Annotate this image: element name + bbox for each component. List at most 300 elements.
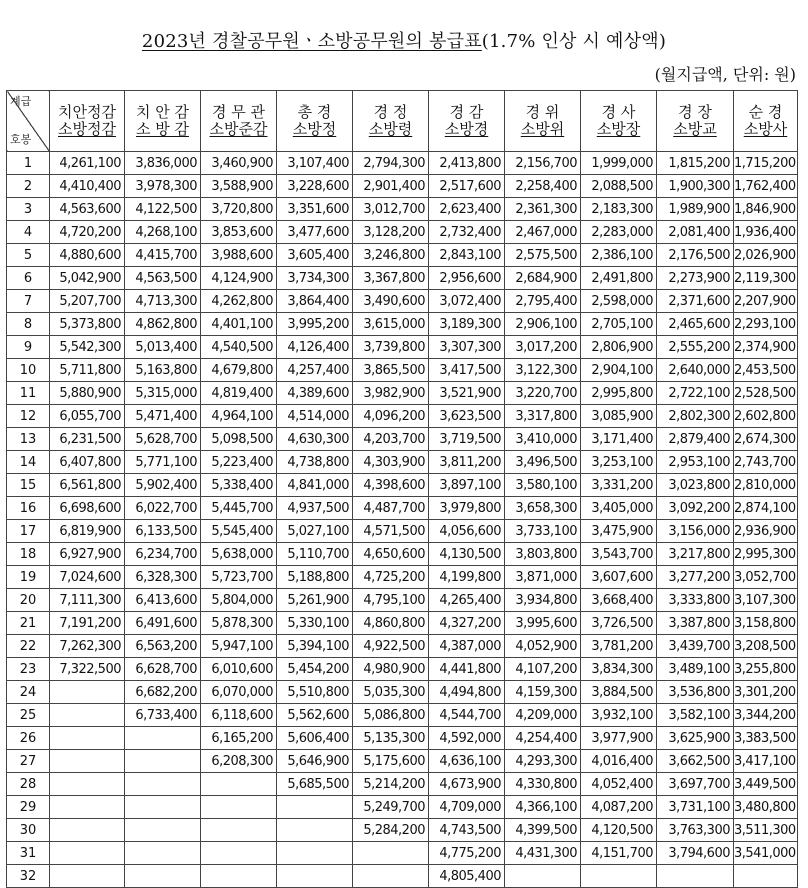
header-row — [7, 91, 798, 152]
salary-cell: 7,262,300 — [50, 635, 125, 658]
step-cell: 31 — [7, 842, 50, 865]
salary-cell: 3,720,800 — [201, 198, 277, 221]
step-cell: 14 — [7, 451, 50, 474]
salary-cell: 2,879,400 — [657, 428, 734, 451]
column-rank-fire: 소방교 — [673, 120, 717, 138]
salary-cell: 4,096,200 — [353, 405, 429, 428]
table-row — [7, 566, 798, 589]
salary-cell: 2,293,100 — [734, 313, 798, 336]
salary-cell: 6,733,400 — [125, 704, 201, 727]
salary-cell: 4,087,200 — [581, 796, 657, 819]
salary-cell: 5,606,400 — [277, 727, 353, 750]
salary-cell: 5,373,800 — [50, 313, 125, 336]
salary-cell: 5,163,800 — [125, 359, 201, 382]
salary-cell: 4,016,400 — [581, 750, 657, 773]
salary-cell — [125, 865, 201, 888]
salary-cell: 1,762,400 — [734, 175, 798, 198]
salary-cell: 3,734,300 — [277, 267, 353, 290]
salary-cell: 3,803,800 — [505, 543, 581, 566]
column-rank-police: 경 위 — [525, 103, 560, 121]
salary-cell: 4,636,100 — [429, 750, 505, 773]
salary-cell: 1,815,200 — [657, 152, 734, 175]
salary-cell: 6,628,700 — [125, 658, 201, 681]
step-cell: 32 — [7, 865, 50, 888]
salary-cell: 1,715,200 — [734, 152, 798, 175]
step-cell: 25 — [7, 704, 50, 727]
salary-cell: 6,413,600 — [125, 589, 201, 612]
step-cell: 1 — [7, 152, 50, 175]
salary-cell — [201, 842, 277, 865]
salary-cell: 3,417,500 — [429, 359, 505, 382]
salary-cell: 3,307,300 — [429, 336, 505, 359]
step-cell: 12 — [7, 405, 50, 428]
column-rank-police: 경 사 — [601, 103, 636, 121]
salary-cell: 3,107,400 — [277, 152, 353, 175]
step-cell: 7 — [7, 290, 50, 313]
salary-cell: 3,836,000 — [125, 152, 201, 175]
salary-cell: 4,124,900 — [201, 267, 277, 290]
salary-cell: 4,795,100 — [353, 589, 429, 612]
salary-cell: 3,521,900 — [429, 382, 505, 405]
salary-cell: 3,543,700 — [581, 543, 657, 566]
salary-cell: 5,711,800 — [50, 359, 125, 382]
salary-cell — [50, 704, 125, 727]
table-row — [7, 428, 798, 451]
salary-cell: 4,410,400 — [50, 175, 125, 198]
salary-cell: 6,055,700 — [50, 405, 125, 428]
salary-cell: 5,261,900 — [277, 589, 353, 612]
salary-cell: 3,477,600 — [277, 221, 353, 244]
table-row — [7, 750, 798, 773]
column-header — [50, 91, 125, 152]
salary-cell: 4,980,900 — [353, 658, 429, 681]
salary-cell: 4,775,200 — [429, 842, 505, 865]
column-rank-fire: 소방정감 — [58, 120, 116, 138]
step-cell: 17 — [7, 520, 50, 543]
column-rank-police: 치 안 감 — [135, 103, 189, 121]
column-header — [125, 91, 201, 152]
salary-cell — [201, 865, 277, 888]
salary-cell: 3,220,700 — [505, 382, 581, 405]
salary-cell: 2,806,900 — [581, 336, 657, 359]
salary-cell: 3,865,500 — [353, 359, 429, 382]
salary-cell: 5,628,700 — [125, 428, 201, 451]
salary-cell: 4,725,200 — [353, 566, 429, 589]
table-row — [7, 589, 798, 612]
salary-cell — [125, 842, 201, 865]
salary-cell: 5,315,000 — [125, 382, 201, 405]
column-header — [353, 91, 429, 152]
salary-cell: 3,719,500 — [429, 428, 505, 451]
salary-cell: 2,722,100 — [657, 382, 734, 405]
salary-cell: 4,937,500 — [277, 497, 353, 520]
step-cell: 21 — [7, 612, 50, 635]
salary-cell: 4,107,200 — [505, 658, 581, 681]
table-row — [7, 497, 798, 520]
salary-cell: 4,366,100 — [505, 796, 581, 819]
salary-cell: 3,496,500 — [505, 451, 581, 474]
column-rank-police: 경 감 — [449, 103, 484, 121]
salary-cell: 2,732,400 — [429, 221, 505, 244]
salary-cell: 4,330,800 — [505, 773, 581, 796]
salary-cell: 2,794,300 — [353, 152, 429, 175]
salary-cell: 2,371,600 — [657, 290, 734, 313]
salary-cell: 3,122,300 — [505, 359, 581, 382]
salary-cell: 5,638,000 — [201, 543, 277, 566]
salary-cell: 3,208,500 — [734, 635, 798, 658]
salary-cell: 4,415,700 — [125, 244, 201, 267]
salary-cell: 4,130,500 — [429, 543, 505, 566]
salary-cell: 2,901,400 — [353, 175, 429, 198]
table-row — [7, 175, 798, 198]
salary-cell: 3,405,000 — [581, 497, 657, 520]
table-row — [7, 198, 798, 221]
salary-cell: 3,383,500 — [734, 727, 798, 750]
table-row — [7, 773, 798, 796]
column-rank-police: 치안정감 — [58, 103, 116, 121]
salary-cell: 3,662,500 — [657, 750, 734, 773]
salary-cell: 5,098,500 — [201, 428, 277, 451]
salary-cell: 7,191,200 — [50, 612, 125, 635]
column-header — [429, 91, 505, 152]
table-row — [7, 336, 798, 359]
salary-cell: 6,133,500 — [125, 520, 201, 543]
step-cell: 27 — [7, 750, 50, 773]
salary-cell: 4,841,000 — [277, 474, 353, 497]
salary-cell: 5,338,400 — [201, 474, 277, 497]
salary-cell: 3,864,400 — [277, 290, 353, 313]
salary-cell: 2,026,900 — [734, 244, 798, 267]
salary-cell: 5,902,400 — [125, 474, 201, 497]
salary-cell: 3,988,600 — [201, 244, 277, 267]
salary-cell: 3,333,800 — [657, 589, 734, 612]
salary-cell: 2,575,500 — [505, 244, 581, 267]
table-row — [7, 244, 798, 267]
salary-cell: 4,441,800 — [429, 658, 505, 681]
salary-cell: 6,208,300 — [201, 750, 277, 773]
salary-cell: 5,771,100 — [125, 451, 201, 474]
table-row — [7, 405, 798, 428]
column-header — [734, 91, 798, 152]
salary-cell: 3,255,800 — [734, 658, 798, 681]
step-cell: 24 — [7, 681, 50, 704]
salary-cell — [50, 819, 125, 842]
salary-cell: 3,834,300 — [581, 658, 657, 681]
salary-cell: 5,135,300 — [353, 727, 429, 750]
salary-cell — [50, 773, 125, 796]
salary-cell: 5,723,700 — [201, 566, 277, 589]
salary-cell: 3,978,300 — [125, 175, 201, 198]
salary-cell: 2,795,400 — [505, 290, 581, 313]
step-cell: 20 — [7, 589, 50, 612]
step-cell: 9 — [7, 336, 50, 359]
column-rank-fire: 소방위 — [520, 120, 565, 138]
salary-cell: 6,165,200 — [201, 727, 277, 750]
salary-cell: 3,480,800 — [734, 796, 798, 819]
salary-cell: 5,646,900 — [277, 750, 353, 773]
salary-cell: 2,802,300 — [657, 405, 734, 428]
salary-cell: 4,254,400 — [505, 727, 581, 750]
salary-cell: 3,794,600 — [657, 842, 734, 865]
salary-cell: 3,934,800 — [505, 589, 581, 612]
salary-cell: 5,394,100 — [277, 635, 353, 658]
table-row — [7, 635, 798, 658]
salary-cell: 4,563,500 — [125, 267, 201, 290]
salary-cell: 6,682,200 — [125, 681, 201, 704]
salary-cell — [50, 865, 125, 888]
salary-cell: 3,977,900 — [581, 727, 657, 750]
salary-cell: 4,159,300 — [505, 681, 581, 704]
salary-cell: 3,189,300 — [429, 313, 505, 336]
salary-cell: 4,303,900 — [353, 451, 429, 474]
table-row — [7, 520, 798, 543]
step-cell: 2 — [7, 175, 50, 198]
step-cell: 6 — [7, 267, 50, 290]
step-cell: 8 — [7, 313, 50, 336]
salary-cell — [353, 865, 429, 888]
salary-cell — [125, 727, 201, 750]
salary-cell: 5,249,700 — [353, 796, 429, 819]
salary-cell: 3,733,100 — [505, 520, 581, 543]
salary-cell: 3,490,600 — [353, 290, 429, 313]
salary-cell: 3,085,900 — [581, 405, 657, 428]
salary-cell: 4,401,100 — [201, 313, 277, 336]
column-rank-fire: 소방준감 — [209, 120, 268, 138]
salary-cell: 1,999,000 — [581, 152, 657, 175]
salary-cell: 3,107,300 — [734, 589, 798, 612]
step-cell: 5 — [7, 244, 50, 267]
salary-cell: 4,679,800 — [201, 359, 277, 382]
step-cell: 28 — [7, 773, 50, 796]
salary-cell: 2,602,800 — [734, 405, 798, 428]
salary-cell: 3,228,600 — [277, 175, 353, 198]
salary-cell: 5,542,300 — [50, 336, 125, 359]
column-rank-fire: 소 방 감 — [135, 120, 189, 138]
column-rank-fire: 소방사 — [743, 120, 788, 138]
salary-cell: 4,262,800 — [201, 290, 277, 313]
salary-cell — [277, 819, 353, 842]
column-rank-police: 총 경 — [297, 103, 332, 121]
table-row — [7, 382, 798, 405]
salary-cell — [50, 727, 125, 750]
salary-cell: 3,217,800 — [657, 543, 734, 566]
salary-cell: 6,010,600 — [201, 658, 277, 681]
salary-cell: 4,431,300 — [505, 842, 581, 865]
salary-cell: 3,439,700 — [657, 635, 734, 658]
salary-cell: 3,417,100 — [734, 750, 798, 773]
column-header — [201, 91, 277, 152]
salary-cell: 2,598,000 — [581, 290, 657, 313]
salary-cell: 6,328,300 — [125, 566, 201, 589]
salary-cell: 7,322,500 — [50, 658, 125, 681]
salary-cell: 6,407,800 — [50, 451, 125, 474]
salary-cell: 2,810,000 — [734, 474, 798, 497]
salary-cell: 2,258,400 — [505, 175, 581, 198]
salary-cell: 5,878,300 — [201, 612, 277, 635]
salary-cell: 2,684,900 — [505, 267, 581, 290]
salary-cell — [50, 796, 125, 819]
table-row — [7, 727, 798, 750]
salary-cell: 3,731,100 — [657, 796, 734, 819]
table-row — [7, 152, 798, 175]
salary-cell: 2,374,900 — [734, 336, 798, 359]
salary-cell: 5,330,100 — [277, 612, 353, 635]
salary-cell: 2,555,200 — [657, 336, 734, 359]
salary-cell: 5,510,800 — [277, 681, 353, 704]
salary-cell: 5,562,600 — [277, 704, 353, 727]
salary-cell: 4,056,600 — [429, 520, 505, 543]
salary-cell: 4,738,800 — [277, 451, 353, 474]
salary-cell: 2,995,800 — [581, 382, 657, 405]
salary-cell: 3,387,800 — [657, 612, 734, 635]
salary-cell: 2,119,300 — [734, 267, 798, 290]
salary-cell: 5,027,100 — [277, 520, 353, 543]
salary-cell: 4,122,500 — [125, 198, 201, 221]
salary-cell: 4,862,800 — [125, 313, 201, 336]
title-rate: (1.7% 인상 시 예상액) — [481, 31, 667, 52]
salary-cell — [353, 842, 429, 865]
salary-cell: 4,387,000 — [429, 635, 505, 658]
salary-cell: 3,344,200 — [734, 704, 798, 727]
salary-cell — [277, 842, 353, 865]
salary-cell — [50, 681, 125, 704]
salary-cell: 6,927,900 — [50, 543, 125, 566]
salary-cell: 6,819,900 — [50, 520, 125, 543]
salary-cell — [50, 842, 125, 865]
salary-cell: 3,541,000 — [734, 842, 798, 865]
salary-cell: 2,906,100 — [505, 313, 581, 336]
salary-cell: 4,720,200 — [50, 221, 125, 244]
salary-cell: 3,128,200 — [353, 221, 429, 244]
table-row — [7, 842, 798, 865]
column-header — [581, 91, 657, 152]
salary-cell: 2,176,500 — [657, 244, 734, 267]
salary-cell: 4,052,400 — [581, 773, 657, 796]
salary-cell: 3,475,900 — [581, 520, 657, 543]
salary-cell: 3,726,500 — [581, 612, 657, 635]
salary-cell: 3,897,100 — [429, 474, 505, 497]
grade-label: 계급 — [10, 95, 32, 108]
step-cell: 18 — [7, 543, 50, 566]
salary-cell: 4,209,000 — [505, 704, 581, 727]
salary-cell: 2,207,900 — [734, 290, 798, 313]
salary-cell: 3,351,600 — [277, 198, 353, 221]
salary-cell: 3,017,200 — [505, 336, 581, 359]
column-rank-fire: 소방장 — [596, 120, 641, 138]
salary-cell: 5,880,900 — [50, 382, 125, 405]
salary-cell: 4,571,500 — [353, 520, 429, 543]
salary-cell: 4,151,700 — [581, 842, 657, 865]
salary-cell: 3,580,100 — [505, 474, 581, 497]
salary-cell: 2,705,100 — [581, 313, 657, 336]
salary-cell: 4,819,400 — [201, 382, 277, 405]
salary-cell: 5,214,200 — [353, 773, 429, 796]
salary-cell: 1,989,900 — [657, 198, 734, 221]
salary-cell: 2,623,400 — [429, 198, 505, 221]
salary-cell: 2,088,500 — [581, 175, 657, 198]
salary-cell: 3,582,100 — [657, 704, 734, 727]
salary-cell: 4,203,700 — [353, 428, 429, 451]
salary-cell — [125, 773, 201, 796]
salary-cell: 5,175,600 — [353, 750, 429, 773]
salary-cell: 4,199,800 — [429, 566, 505, 589]
salary-cell — [277, 796, 353, 819]
salary-cell: 5,188,800 — [277, 566, 353, 589]
table-row — [7, 267, 798, 290]
salary-cell: 2,517,600 — [429, 175, 505, 198]
salary-cell: 5,685,500 — [277, 773, 353, 796]
salary-cell: 6,563,200 — [125, 635, 201, 658]
salary-cell: 4,709,000 — [429, 796, 505, 819]
salary-cell: 4,327,200 — [429, 612, 505, 635]
salary-cell: 3,171,400 — [581, 428, 657, 451]
table-row — [7, 474, 798, 497]
step-cell: 30 — [7, 819, 50, 842]
salary-cell: 3,811,200 — [429, 451, 505, 474]
salary-cell: 3,072,400 — [429, 290, 505, 313]
salary-cell: 5,545,400 — [201, 520, 277, 543]
salary-cell: 2,674,300 — [734, 428, 798, 451]
salary-cell: 4,650,600 — [353, 543, 429, 566]
table-row — [7, 359, 798, 382]
step-cell: 19 — [7, 566, 50, 589]
salary-table — [6, 90, 798, 888]
salary-cell: 4,293,300 — [505, 750, 581, 773]
step-cell: 16 — [7, 497, 50, 520]
salary-cell: 3,605,400 — [277, 244, 353, 267]
salary-cell: 3,615,000 — [353, 313, 429, 336]
salary-cell: 6,118,600 — [201, 704, 277, 727]
step-cell: 22 — [7, 635, 50, 658]
salary-cell: 3,607,600 — [581, 566, 657, 589]
salary-cell: 4,494,800 — [429, 681, 505, 704]
salary-cell: 2,413,800 — [429, 152, 505, 175]
salary-cell — [277, 865, 353, 888]
salary-cell: 4,126,400 — [277, 336, 353, 359]
salary-cell: 2,743,700 — [734, 451, 798, 474]
salary-cell: 7,024,600 — [50, 566, 125, 589]
step-cell: 15 — [7, 474, 50, 497]
salary-cell: 7,111,300 — [50, 589, 125, 612]
table-row — [7, 704, 798, 727]
salary-cell: 5,284,200 — [353, 819, 429, 842]
salary-cell: 4,399,500 — [505, 819, 581, 842]
salary-cell — [201, 773, 277, 796]
salary-cell: 2,904,100 — [581, 359, 657, 382]
salary-cell: 5,471,400 — [125, 405, 201, 428]
salary-cell: 2,453,500 — [734, 359, 798, 382]
salary-cell: 2,874,100 — [734, 497, 798, 520]
salary-cell: 6,234,700 — [125, 543, 201, 566]
salary-cell: 5,086,800 — [353, 704, 429, 727]
salary-cell: 1,936,400 — [734, 221, 798, 244]
salary-cell: 4,265,400 — [429, 589, 505, 612]
salary-cell: 2,361,300 — [505, 198, 581, 221]
column-rank-fire: 소방령 — [368, 120, 413, 138]
salary-cell: 3,763,300 — [657, 819, 734, 842]
salary-cell: 4,514,000 — [277, 405, 353, 428]
salary-cell: 3,489,100 — [657, 658, 734, 681]
salary-cell: 4,805,400 — [429, 865, 505, 888]
salary-cell: 3,511,300 — [734, 819, 798, 842]
salary-cell: 3,623,500 — [429, 405, 505, 428]
salary-cell: 4,052,900 — [505, 635, 581, 658]
salary-cell: 3,253,100 — [581, 451, 657, 474]
table-row — [7, 543, 798, 566]
salary-cell: 3,884,500 — [581, 681, 657, 704]
salary-cell: 6,698,600 — [50, 497, 125, 520]
salary-cell: 5,110,700 — [277, 543, 353, 566]
